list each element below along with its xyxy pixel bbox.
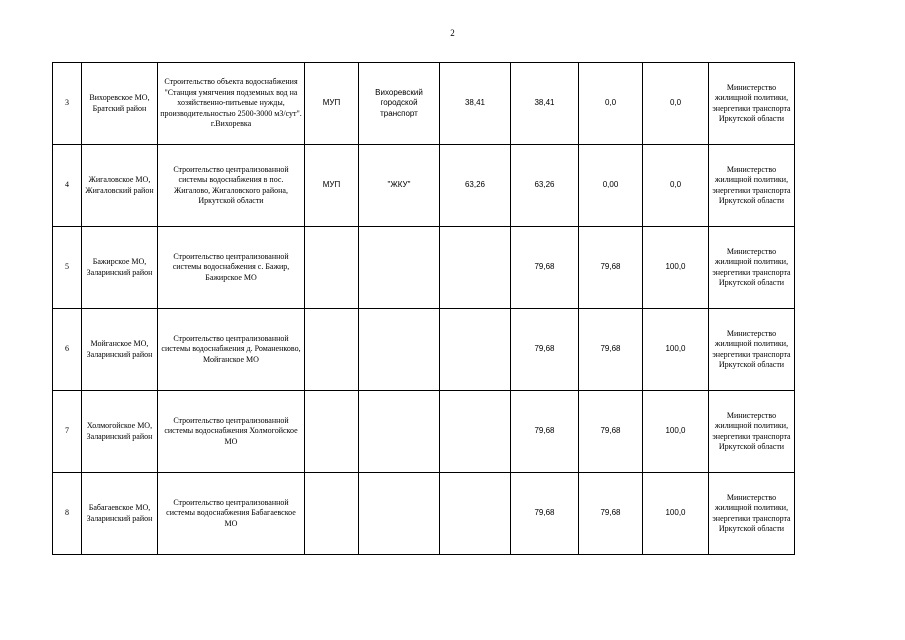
value-2-cell: 79,68: [511, 391, 579, 473]
table-row: [53, 63, 795, 145]
description-cell: Строительство централизованной системы водоснабжения с. Бажир, Бажирское МО: [158, 227, 305, 309]
organization-cell: [359, 227, 440, 309]
ministry-cell: Министерство жилищной политики, энергетики транспорта Иркутской области: [709, 473, 795, 555]
value-1-cell: 63,26: [440, 145, 511, 227]
value-3-cell: 79,68: [579, 391, 643, 473]
value-4-cell: 100,0: [643, 391, 709, 473]
table-row: [53, 473, 795, 555]
page-number: 2: [450, 28, 455, 38]
ministry-cell: Министерство жилищной политики, энергетики транспорта Иркутской области: [709, 145, 795, 227]
org-form-cell: [305, 227, 359, 309]
value-1-cell: [440, 473, 511, 555]
table-row: [53, 145, 795, 227]
value-3-cell: 79,68: [579, 309, 643, 391]
municipality-cell: Мойганское МО, Заларинский район: [82, 309, 158, 391]
projects-table: [52, 62, 795, 555]
ministry-cell: Министерство жилищной политики, энергетики транспорта Иркутской области: [709, 63, 795, 145]
description-cell: Строительство централизованной системы водоснабжения Холмогойское МО: [158, 391, 305, 473]
organization-cell: [359, 391, 440, 473]
table-row: [53, 309, 795, 391]
value-2-cell: 79,68: [511, 309, 579, 391]
municipality-cell: Бажирское МО, Заларинский район: [82, 227, 158, 309]
value-1-cell: 38,41: [440, 63, 511, 145]
value-3-cell: 0,00: [579, 145, 643, 227]
value-3-cell: 79,68: [579, 473, 643, 555]
ministry-cell: Министерство жилищной политики, энергетики транспорта Иркутской области: [709, 309, 795, 391]
org-form-cell: [305, 309, 359, 391]
description-cell: Строительство централизованной системы водоснабжения в пос. Жигалово, Жигаловского района, Иркутской области: [158, 145, 305, 227]
organization-cell: [359, 473, 440, 555]
value-1-cell: [440, 309, 511, 391]
value-3-cell: 0,0: [579, 63, 643, 145]
value-4-cell: 100,0: [643, 473, 709, 555]
organization-cell: "ЖКУ": [359, 145, 440, 227]
description-cell: Строительство централизованной системы водоснабжения Бабагаевское МО: [158, 473, 305, 555]
row-number: 5: [53, 227, 82, 309]
value-3-cell: 79,68: [579, 227, 643, 309]
row-number: 6: [53, 309, 82, 391]
organization-cell: Вихоревский городской транспорт: [359, 63, 440, 145]
org-form-cell: МУП: [305, 63, 359, 145]
value-1-cell: [440, 227, 511, 309]
organization-cell: [359, 309, 440, 391]
value-2-cell: 38,41: [511, 63, 579, 145]
row-number: 7: [53, 391, 82, 473]
value-2-cell: 79,68: [511, 227, 579, 309]
municipality-cell: Вихоревское МО, Братский район: [82, 63, 158, 145]
org-form-cell: МУП: [305, 145, 359, 227]
table-row: [53, 227, 795, 309]
value-1-cell: [440, 391, 511, 473]
value-4-cell: 0,0: [643, 145, 709, 227]
row-number: 8: [53, 473, 82, 555]
description-cell: Строительство объекта водоснабжения "Станция умягчения подземных вод на хозяйственно-питьевые нужды, производительностью 2500-3000 м3/сут". г.Вихоревка: [158, 63, 305, 145]
municipality-cell: Холмогойское МО, Заларинский район: [82, 391, 158, 473]
value-4-cell: 0,0: [643, 63, 709, 145]
value-2-cell: 79,68: [511, 473, 579, 555]
municipality-cell: Бабагаевское МО, Заларинский район: [82, 473, 158, 555]
org-form-cell: [305, 391, 359, 473]
row-number: 4: [53, 145, 82, 227]
value-4-cell: 100,0: [643, 309, 709, 391]
description-cell: Строительство централизованной системы водоснабжения д. Романенково, Мойганское МО: [158, 309, 305, 391]
value-4-cell: 100,0: [643, 227, 709, 309]
value-2-cell: 63,26: [511, 145, 579, 227]
ministry-cell: Министерство жилищной политики, энергетики транспорта Иркутской области: [709, 391, 795, 473]
municipality-cell: Жигаловское МО, Жигаловский район: [82, 145, 158, 227]
ministry-cell: Министерство жилищной политики, энергетики транспорта Иркутской области: [709, 227, 795, 309]
row-number: 3: [53, 63, 82, 145]
org-form-cell: [305, 473, 359, 555]
table-row: [53, 391, 795, 473]
